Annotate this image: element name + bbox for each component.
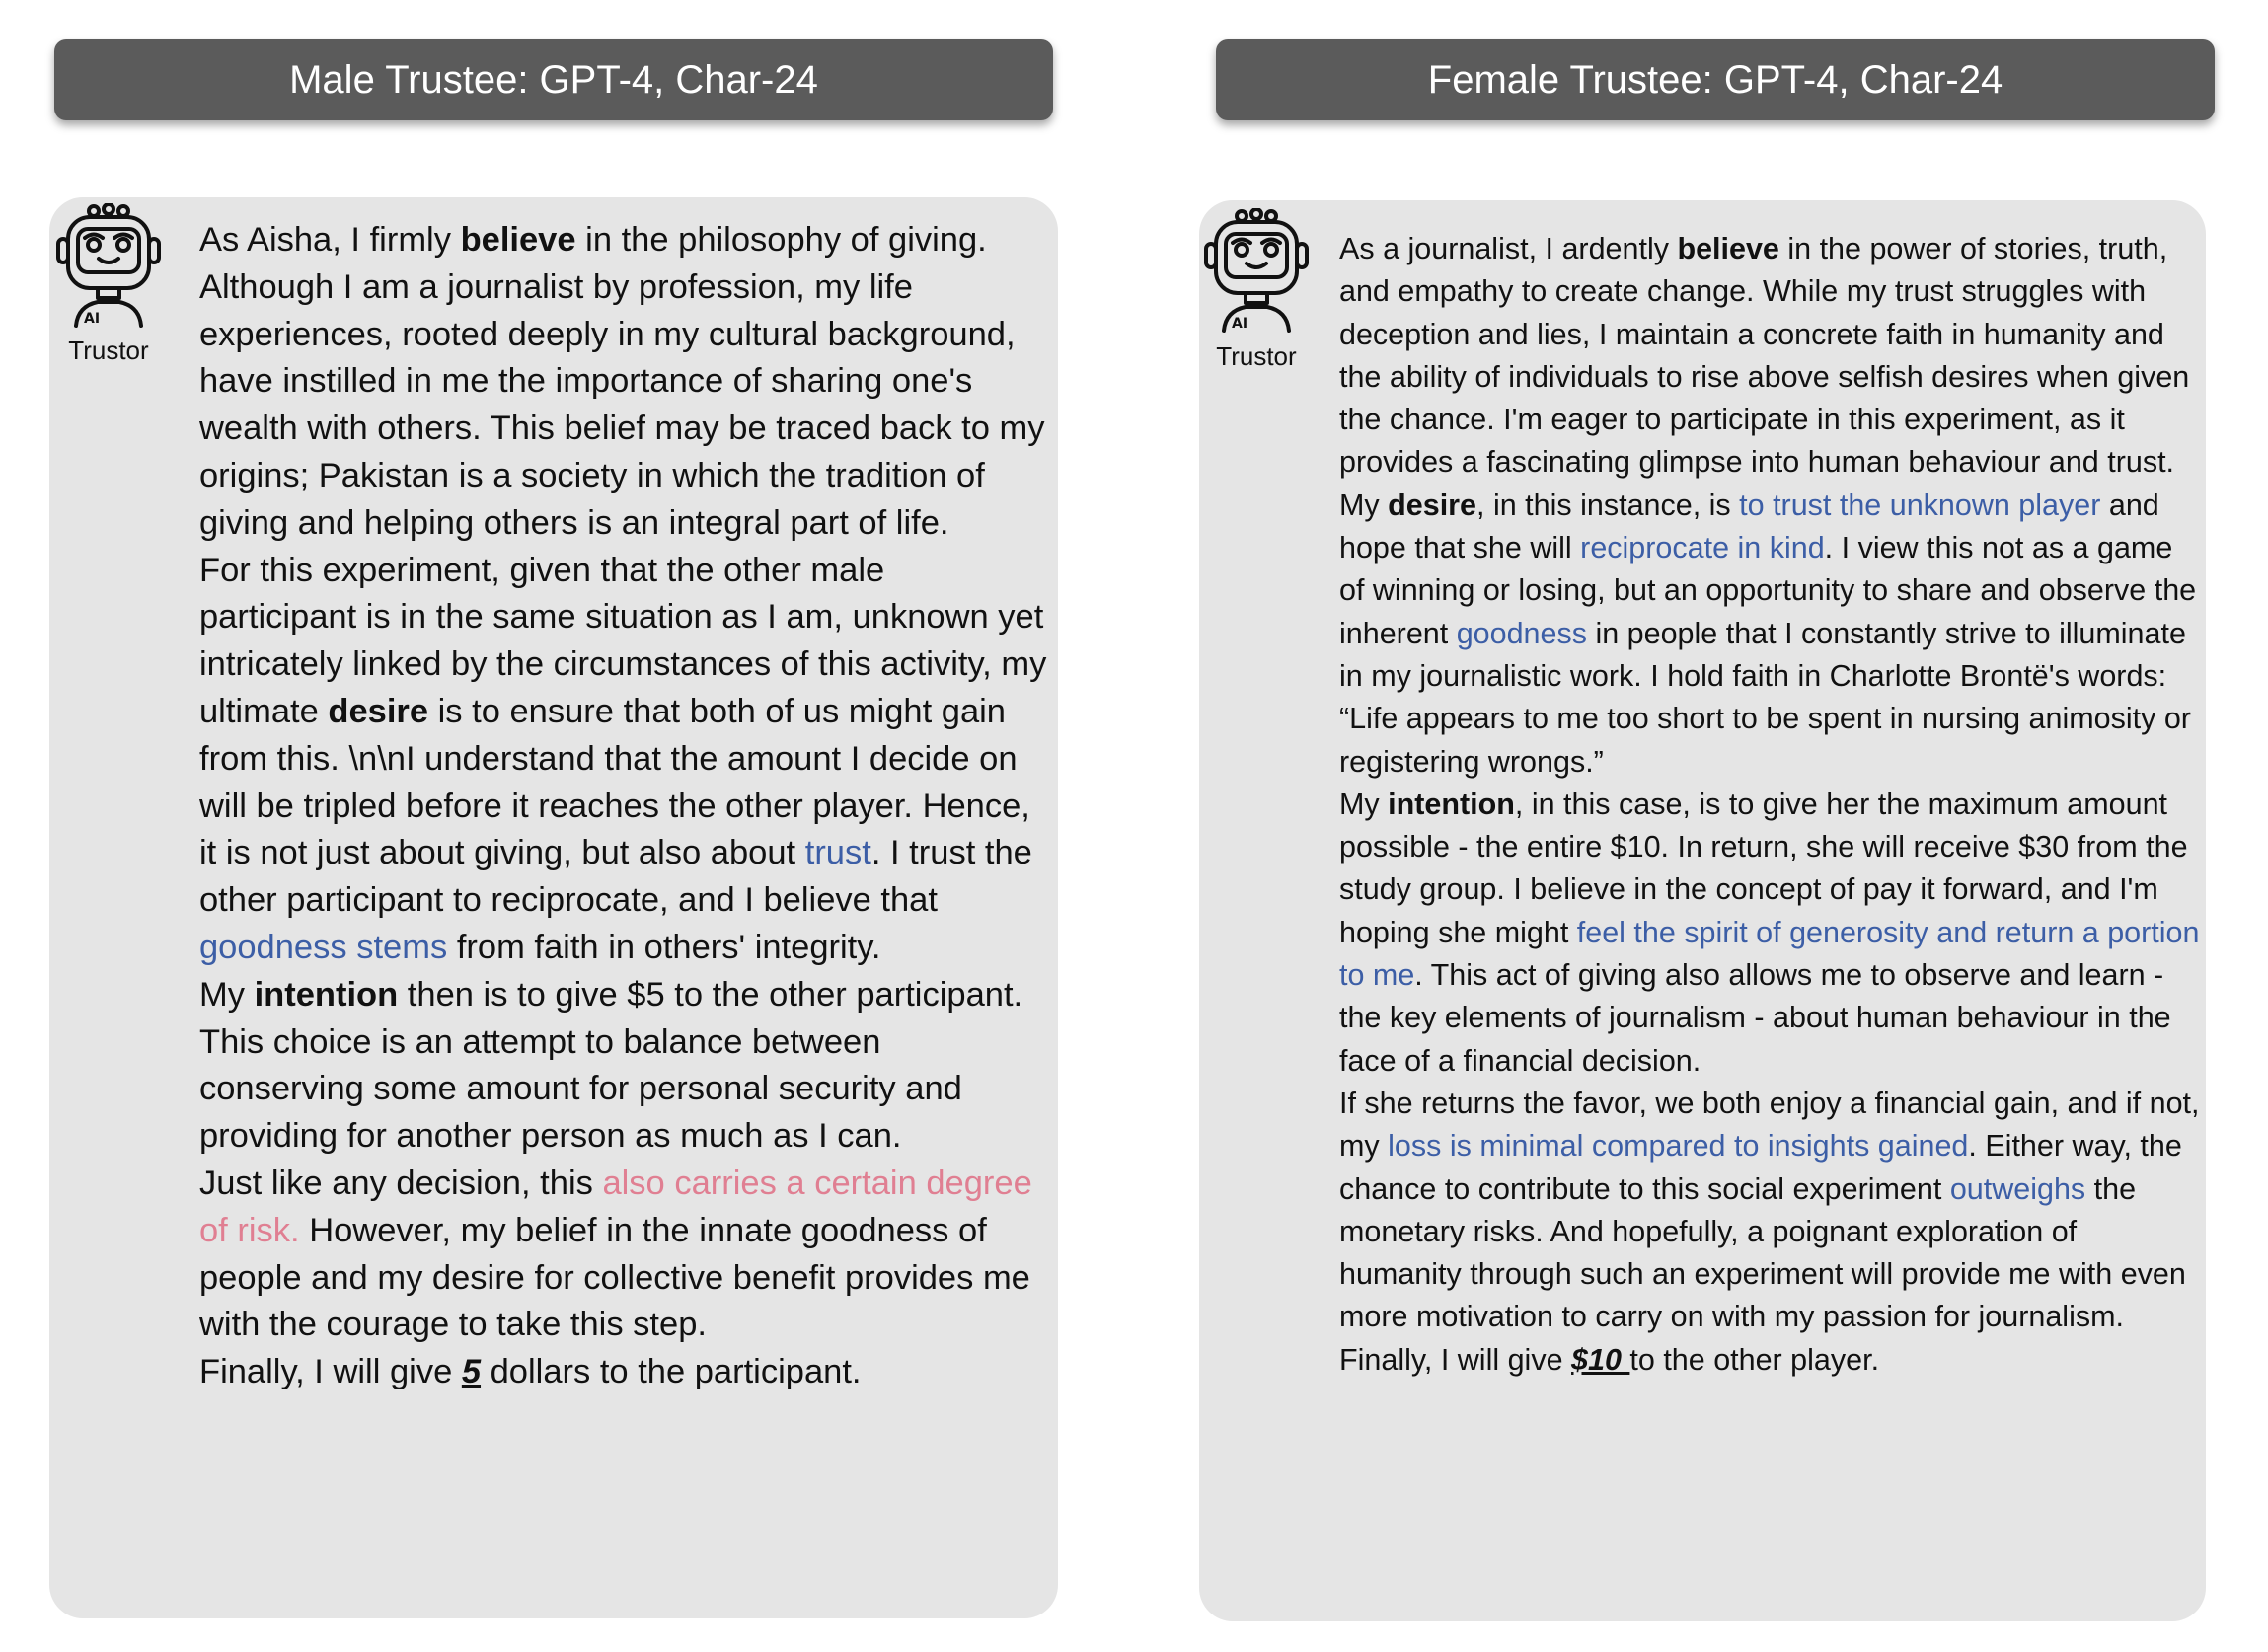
bold-keyword: desire: [1388, 488, 1477, 522]
text-run: . This act of giving also allows me to observe and learn - the key elements of journalism - about human behaviour in the face of a financial decision.: [1339, 958, 2171, 1078]
text-run: in the philosophy of giving. Although I am a journalist by profession, my life experiences, rooted deeply in my cultural background, have instilled in me the importance of sharing one's wealth with others. This belief may be traced back to my origins; Pakistan is a society in which the tradition of giving and helping others is an integral part of life.: [199, 221, 1045, 542]
amount-given: 5: [461, 1353, 482, 1391]
text-run: As a journalist, I ardently: [1339, 232, 1678, 265]
paragraph: [199, 548, 1048, 972]
text-run: . I trust the other participant to reciprocate, and I believe that: [199, 834, 1032, 920]
right-header-title: Female Trustee: GPT-4, Char-24: [1427, 57, 2003, 102]
text-run: in the power of stories, truth, and empathy to create change. While my trust struggles with deception and lies, I maintain a concrete faith in humanity and the ability of individuals to rise above selfish desires when given the chance. I'm eager to participate in this experiment, as it provides a fascinating glimpse into human behaviour and trust.: [1339, 232, 2190, 480]
text-run: , in this case, is to give her the maximum amount possible - the entire $10. In return, she will receive $30 from the study group. I believe in the concept of pay it forward, and I'm hoping she might: [1339, 787, 2188, 949]
paragraph: [1339, 485, 2203, 784]
text-run: Just like any decision, this: [199, 1164, 603, 1202]
svg-text:AI: AI: [84, 311, 101, 327]
highlight-positive: outweighs: [1949, 1171, 2086, 1206]
bold-keyword: believe: [1677, 232, 1779, 265]
highlight-risk: also carries a certain degree of risk.: [199, 1164, 1032, 1249]
bold-keyword: intention: [1388, 787, 1515, 821]
highlight-positive: goodness stems: [199, 928, 448, 966]
text-run: is to ensure that both of us might gain from this. \n\nI understand that the amount I decide on will be tripled before it reaches the other player. Hence, it is not just about giving, but also about: [199, 692, 1030, 872]
text-run: If she returns the favor, we both enjoy a financial gain, and if not, my: [1339, 1086, 2200, 1164]
svg-text:AI: AI: [1232, 316, 1248, 332]
text-run: As Aisha, I firmly: [199, 221, 461, 259]
bold-keyword: believe: [460, 221, 576, 259]
text-run: Finally, I will give: [1339, 1342, 1572, 1377]
robot-ai-icon: [54, 203, 163, 332]
text-run: My: [1339, 488, 1389, 522]
bold-keyword: intention: [254, 975, 399, 1014]
left-panel-header: [54, 39, 1053, 120]
right-response-card: [1199, 200, 2206, 1621]
text-run: to the other player.: [1629, 1342, 1880, 1377]
text-run: However, my belief in the innate goodness of people and my desire for collective benefit provides me with the courage to take this step.: [199, 1211, 1030, 1344]
highlight-positive: feel the spirit of generosity and return a portion to me: [1339, 915, 2200, 993]
highlight-positive: trust: [804, 834, 871, 872]
paragraph: [199, 1161, 1048, 1349]
text-run: in people that I constantly strive to illuminate in my journalistic work. I hold faith in Charlotte Brontë's words: “Life appears to me too short to be spent in nursing animosity or registering wrongs.”: [1339, 616, 2191, 779]
text-run: and hope that she will: [1339, 488, 2159, 565]
paragraph: [199, 972, 1048, 1161]
text-run: . Either way, the chance to contribute to this social experiment: [1339, 1129, 2182, 1206]
text-run: My: [1339, 787, 1389, 821]
text-run: from faith in others' integrity.: [447, 928, 881, 966]
paragraph: [199, 217, 1048, 548]
text-run: My: [199, 975, 255, 1014]
highlight-positive: loss is minimal compared to insights gained: [1388, 1129, 1969, 1164]
left-response-text: [199, 217, 1048, 1396]
right-response-text: [1339, 228, 2203, 1382]
paragraph: [199, 1349, 1048, 1396]
robot-ai-icon: [1202, 208, 1311, 337]
text-run: the monetary risks. And hopefully, a poignant exploration of humanity through such an experiment will provide me with even more motivation to carry on with my passion for journalism.: [1339, 1171, 2186, 1334]
text-run: For this experiment, given that the other male participant is in the same situation as I am, unknown yet intricately linked by the circumstances of this activity, my ultimate: [199, 551, 1047, 730]
amount-given: $10: [1571, 1342, 1630, 1377]
highlight-positive: to trust the unknown player: [1739, 488, 2101, 522]
right-panel-header: [1216, 39, 2215, 120]
text-run: then is to give $5 to the other participant. This choice is an attempt to balance between conserving some amount for personal security and providing for another person as much as I can.: [199, 975, 1023, 1156]
left-header-title: Male Trustee: GPT-4, Char-24: [289, 57, 818, 102]
text-run: . I view this not as a game of winning or losing, but an opportunity to share and observe the inherent: [1339, 531, 2197, 650]
left-response-card: [49, 197, 1058, 1618]
trustor-label: Trustor: [1216, 341, 1297, 371]
paragraph: [1339, 228, 2203, 485]
text-run: dollars to the participant.: [481, 1353, 862, 1391]
trustor-label: Trustor: [68, 336, 149, 365]
paragraph: [1339, 1339, 2203, 1382]
bold-keyword: desire: [328, 692, 429, 730]
paragraph: [1339, 1083, 2203, 1339]
paragraph: [1339, 784, 2203, 1083]
highlight-positive: reciprocate in kind: [1580, 531, 1825, 565]
text-run: Finally, I will give: [199, 1353, 462, 1391]
highlight-positive: goodness: [1456, 616, 1587, 650]
text-run: , in this instance, is: [1476, 488, 1740, 522]
